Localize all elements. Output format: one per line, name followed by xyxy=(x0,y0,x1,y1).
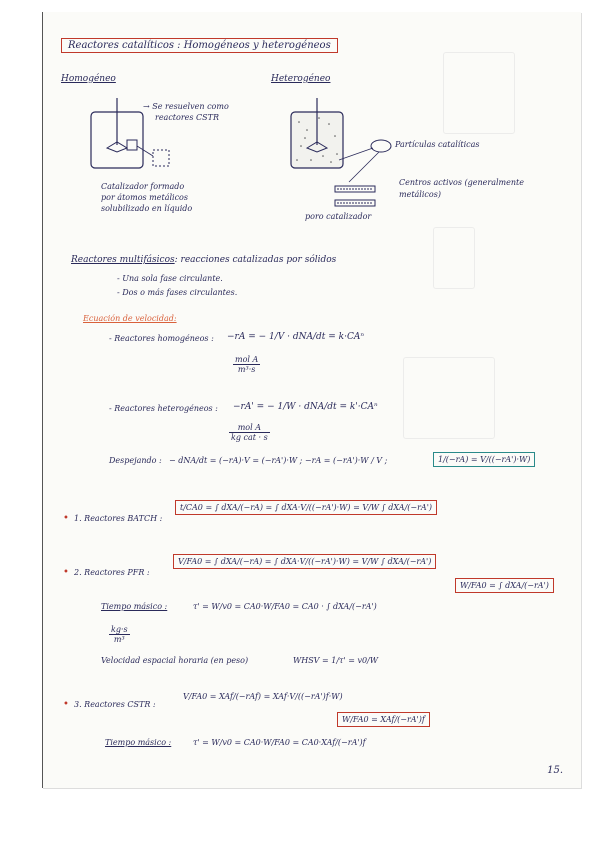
homog-equation: −rA = − 1/V · dNA/dt = k·CAⁿ xyxy=(227,332,365,342)
heterogeneo-centers-line2: metálicos) xyxy=(399,190,441,199)
pfr-tiempo-units-num: kg·s xyxy=(111,625,128,634)
multifasicos-line xyxy=(71,255,336,265)
batch-label: 1. Reactores BATCH : xyxy=(74,514,163,523)
bleed-through-shape xyxy=(443,52,515,134)
homogeneo-caption-line3: solubilizado en líquido xyxy=(101,204,193,213)
pfr-tiempo-units-den: m³ xyxy=(113,635,125,644)
multifasicos-item-2: - Dos o más fases circulantes. xyxy=(117,288,238,297)
pfr-boxed-result: W/FA0 = ∫ dXA/(−rA') xyxy=(455,578,554,593)
batch-equation: t/CA0 = ∫ dXA/(−rA) = ∫ dXA·V/((−rA')·W) = V/W ∫ dXA/(−rA') xyxy=(175,500,437,515)
homogeneo-heading: Homogéneo xyxy=(61,74,116,84)
multifasicos-item-1: - Una sola fase circulante. xyxy=(117,274,223,283)
heterogeneo-heading: Heterogéneo xyxy=(271,74,331,84)
heter-units xyxy=(229,422,270,442)
homog-units-num: mol A xyxy=(235,355,259,364)
pfr-row xyxy=(63,560,150,579)
homogeneo-note-line2: reactores CSTR xyxy=(155,113,220,122)
bullet-dot: • xyxy=(63,699,69,710)
heterogeneo-pore-label: poro catalizador xyxy=(305,212,372,221)
heter-equation: −rA' = − 1/W · dNA/dt = k'·CAⁿ xyxy=(233,402,378,412)
despejando-boxed-result: 1/(−rA) = V/((−rA')·W) xyxy=(433,452,535,467)
heterogeneous-reactor-drawing xyxy=(283,90,403,230)
bullet-dot: • xyxy=(63,567,69,578)
whsv-equation: WHSV = 1/τ' = v0/W xyxy=(293,656,378,665)
multifasicos-desc: : reacciones catalizadas por sólidos xyxy=(174,255,337,265)
heterogeneo-centers-line1: Centros activos (generalmente xyxy=(399,178,524,187)
bullet-dot: • xyxy=(63,513,69,524)
despejando-equation: − dNA/dt = (−rA)·V = (−rA')·W ; −rA = (−rA')·W / V ; xyxy=(169,456,388,465)
heterogeneo-particles-label: Partículas catalíticas xyxy=(395,140,480,149)
pfr-tiempo-units xyxy=(109,624,130,644)
homogeneo-note-line1: → Se resuelven como xyxy=(143,102,229,111)
homog-units xyxy=(233,354,260,374)
homog-label: - Reactores homogéneos : xyxy=(109,334,214,343)
ecuacion-heading: Ecuación de velocidad: xyxy=(83,314,177,323)
cstr-equation: V/FA0 = XAf/(−rAf) = XAf·V/((−rA')f·W) xyxy=(183,692,343,701)
cstr-boxed-result: W/FA0 = XAf/(−rA')f xyxy=(337,712,430,727)
batch-row xyxy=(63,506,162,525)
cstr-tiempo-label: Tiempo másico : xyxy=(105,738,172,747)
pfr-equation: V/FA0 = ∫ dXA/(−rA) = ∫ dXA·V/((−rA')·W) = V/W ∫ dXA/(−rA') xyxy=(173,554,436,569)
heter-label: - Reactores heterogéneos : xyxy=(109,404,218,413)
page-title: Reactores catalíticos : Homogéneos y heterogéneos xyxy=(61,38,338,53)
homogeneo-caption-line1: Catalizador formado xyxy=(101,182,185,191)
homog-units-den: m³·s xyxy=(237,365,256,374)
pfr-tiempo-label: Tiempo másico : xyxy=(101,602,168,611)
notebook-page xyxy=(42,12,581,788)
pfr-label: 2. Reactores PFR : xyxy=(74,568,150,577)
cstr-row xyxy=(63,692,156,711)
heter-units-den: kg cat · s xyxy=(231,433,268,442)
multifasicos-heading: Reactores multifásicos xyxy=(71,255,175,265)
whsv-label: Velocidad espacial horaria (en peso) xyxy=(101,656,249,665)
heter-units-num: mol A xyxy=(229,423,270,433)
homogeneo-caption-line2: por átomos metálicos xyxy=(101,193,188,202)
bleed-through-shape xyxy=(433,227,475,289)
despejando-label: Despejando : xyxy=(109,456,162,465)
cstr-tiempo-equation: τ' = W/v0 = CA0·W/FA0 = CA0·XAf/(−rA')f xyxy=(193,738,366,747)
pfr-tiempo-equation: τ' = W/v0 = CA0·W/FA0 = CA0 · ∫ dXA/(−rA') xyxy=(193,602,377,611)
bleed-through-shape xyxy=(403,357,495,439)
page-number: 15. xyxy=(547,765,563,776)
cstr-label: 3. Reactores CSTR : xyxy=(74,700,156,709)
